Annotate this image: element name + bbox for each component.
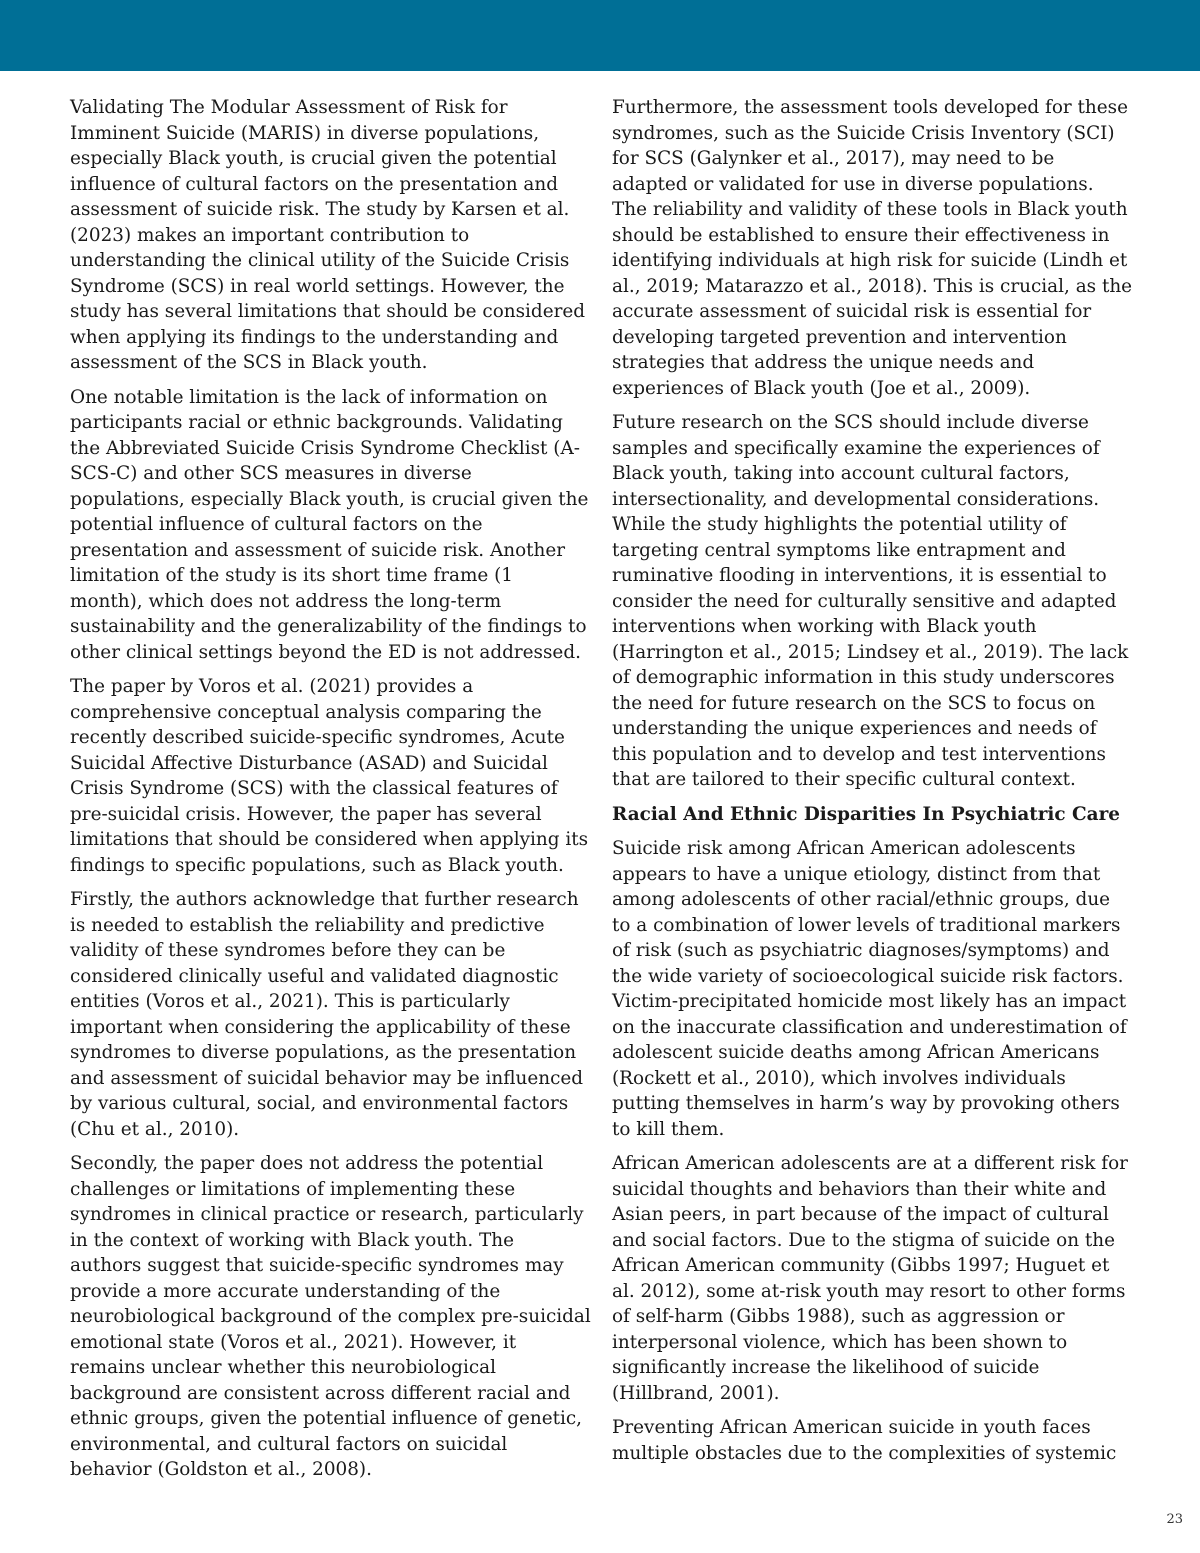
paragraph: Firstly, the authors acknowledge that further research is needed to establish the reliability and predictive validity of these syndromes before they can be considered clinically useful and validated diagnostic entities (Voros et al., 2021). This is particularly important when considering the applicability of these syndromes to diverse populations, as the presentation and assessment of suicidal behavior may be influenced by various cultural, social, and environmental factors (Chu et al., 2010). [70,889,584,1140]
paragraph: African American adolescents are at a different risk for suicidal thoughts and behaviors than their white and Asian peers, in part because of the impact of cultural and social factors. Due to the stigma of suicide on the African American community (Gibbs 1997; Huguet et al. 2012), some at-risk youth may resort to other forms of self-harm (Gibbs 1988), such as aggression or interpersonal violence, which has been shown to significantly increase the likelihood of suicide (Hillbrand, 2001). [612,1153,1128,1404]
right-column [612,95,1133,1475]
paragraph: The paper by Voros et al. (2021) provides a comprehensive conceptual analysis comparing the recently described suicide-specific syndromes, Acute Suicidal Affective Disturbance (ASAD) and Suicidal Crisis Syndrome (SCS) with the classical features of pre-suicidal crisis. However, the paper has several limitations that should be considered when applying its findings to specific populations, such as Black youth. [70,676,589,876]
left-column [70,95,591,1492]
paragraph: One notable limitation is the lack of information on participants racial or ethnic backgrounds. Validating the Abbreviated Suicide Crisis Syndrome Checklist (A-SCS-C) and other SCS measures in diverse populations, especially Black youth, is crucial given the potential influence of cultural factors on the presentation and assessment of suicide risk. Another limitation of the study is its short time frame (1 month), which does not address the long-term sustainability and the generalizability of the findings to other clinical settings beyond the ED is not addressed. [70,386,589,663]
section-heading: Racial And Ethnic Disparities In Psychiatric Care [612,803,1120,825]
paragraph: Future research on the SCS should include diverse samples and specifically examine the experiences of Black youth, taking into account cultural factors, intersectionality, and developmental considerations. While the study highlights the potential utility of targeting central symptoms like entrapment and ruminative flooding in interventions, it is essential to consider the need for culturally sensitive and adapted interventions when working with Black youth (Harrington et al., 2015; Lindsey et al., 2019). The lack of demographic information in this study underscores the need for future research on the SCS to focus on understanding the unique experiences and needs of this population and to develop and test interventions that are tailored to their specific cultural context. [612,412,1129,790]
paragraph: Furthermore, the assessment tools developed for these syndromes, such as the Suicide Crisis Inventory (SCI) for SCS (Galynker et al., 2017), may need to be adapted or validated for use in diverse populations. The reliability and validity of these tools in Black youth should be established to ensure their effectiveness in identifying individuals at high risk for suicide (Lindh et al., 2019; Matarazzo et al., 2018). This is crucial, as the accurate assessment of suicidal risk is essential for developing targeted prevention and intervention strategies that address the unique needs and experiences of Black youth (Joe et al., 2009). [612,97,1133,399]
header-bar [0,0,1200,71]
paragraph: Suicide risk among African American adolescents appears to have a unique etiology, distinct from that among adolescents of other racial/ethnic groups, due to a combination of lower levels of traditional markers of risk (such as psychiatric diagnoses/symptoms) and the wide variety of socioecological suicide risk factors. Victim-precipitated homicide most likely has an impact on the inaccurate classification and underestimation of adolescent suicide deaths among African Americans (Rockett et al., 2010), which involves individuals putting themselves in harm’s way by provoking others to kill them. [612,838,1127,1140]
paragraph: Secondly, the paper does not address the potential challenges or limitations of implementing these syndromes in clinical practice or research, particularly in the context of working with Black youth. The authors suggest that suicide-specific syndromes may provide a more accurate understanding of the neurobiological background of the complex pre-suicidal emotional state (Voros et al., 2021). However, it remains unclear whether this neurobiological background are consistent across different racial and ethnic groups, given the potential influence of genetic, environmental, and cultural factors on suicidal behavior (Goldston et al., 2008). [70,1153,591,1480]
paragraph: Validating The Modular Assessment of Risk for Imminent Suicide (MARIS) in diverse populations, especially Black youth, is crucial given the potential influence of cultural factors on the presentation and assessment of suicide risk. The study by Karsen et al. (2023) makes an important contribution to understanding the clinical utility of the Suicide Crisis Syndrome (SCS) in real world settings. However, the study has several limitations that should be considered when applying its findings to the understanding and assessment of the SCS in Black youth. [70,97,586,373]
page-number: 23 [1166,1512,1183,1527]
paragraph: Preventing African American suicide in youth faces multiple obstacles due to the complexities of systemic [612,1417,1117,1464]
